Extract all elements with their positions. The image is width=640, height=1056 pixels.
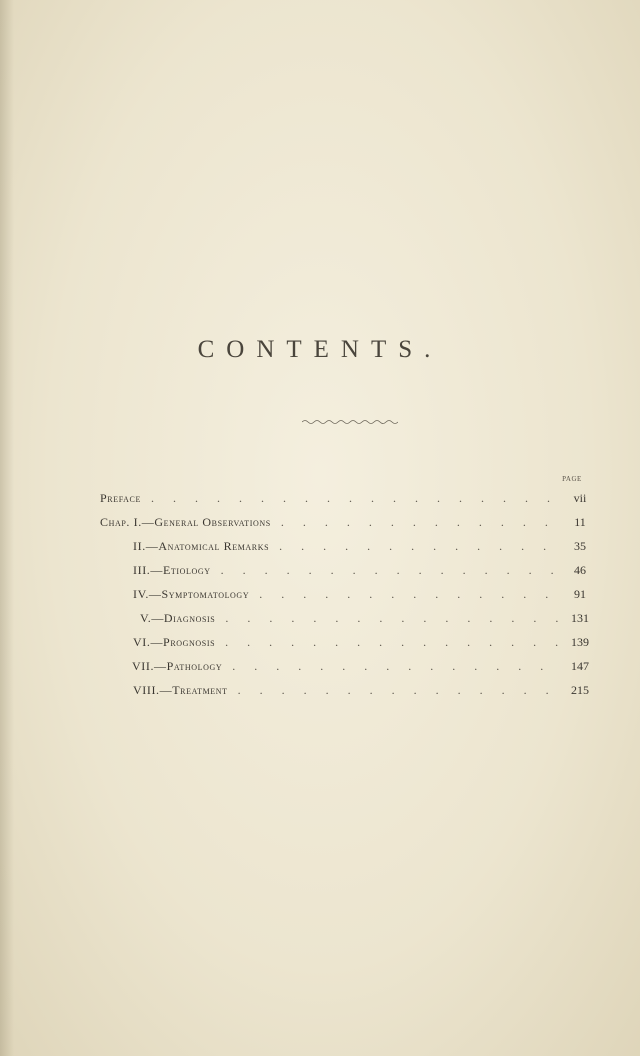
toc-entry-page: 35: [574, 539, 586, 553]
toc-leader-dots: [275, 534, 560, 558]
toc-entry-page: 11: [574, 515, 586, 529]
toc-leader-dots: [277, 510, 560, 534]
toc-leader-dots: [221, 630, 560, 654]
toc-entry-page: 46: [574, 563, 586, 577]
toc-entry: [100, 606, 600, 630]
toc-entry-label: II.—Anatomical Remarks: [133, 539, 270, 553]
table-of-contents: [100, 486, 600, 702]
toc-entry-page: 91: [574, 587, 586, 601]
page-title: CONTENTS.: [197, 336, 443, 363]
toc-entry-label: VIII.—Treatment: [133, 683, 228, 697]
toc-leader-dots: [147, 486, 560, 510]
toc-entry-label: Chap. I.—General Observations: [100, 515, 271, 529]
toc-entry-label: VI.—Prognosis: [133, 635, 216, 649]
toc-leader-dots: [228, 654, 560, 678]
toc-entry: [100, 582, 600, 606]
toc-leader-dots: [217, 558, 560, 582]
page-spine-shadow: [0, 0, 14, 1056]
toc-leader-dots: [234, 678, 560, 702]
toc-entry: [100, 510, 600, 534]
toc-entry: [100, 486, 600, 510]
toc-entry-label: III.—Etiology: [133, 563, 211, 577]
toc-entry-page: 139: [571, 635, 589, 649]
toc-entry-label: Preface: [100, 491, 141, 505]
toc-entry: [100, 534, 600, 558]
toc-leader-dots: [255, 582, 560, 606]
toc-entry: [100, 558, 600, 582]
toc-leader-dots: [221, 606, 560, 630]
toc-entry-label: IV.—Symptomatology: [133, 587, 250, 601]
toc-entry-page: 131: [571, 611, 589, 625]
toc-entry-page: vii: [573, 491, 587, 505]
toc-entry: [100, 630, 600, 654]
toc-entry: [100, 654, 600, 678]
page-column-header: PAGE: [562, 475, 582, 483]
decorative-wavy-rule: [302, 418, 398, 426]
toc-entry-label: V.—Diagnosis: [140, 611, 216, 625]
toc-entry-page: 147: [571, 659, 589, 673]
toc-entry: [100, 678, 600, 702]
toc-entry-page: 215: [571, 683, 589, 697]
toc-entry-label: VII.—Pathology: [132, 659, 223, 673]
